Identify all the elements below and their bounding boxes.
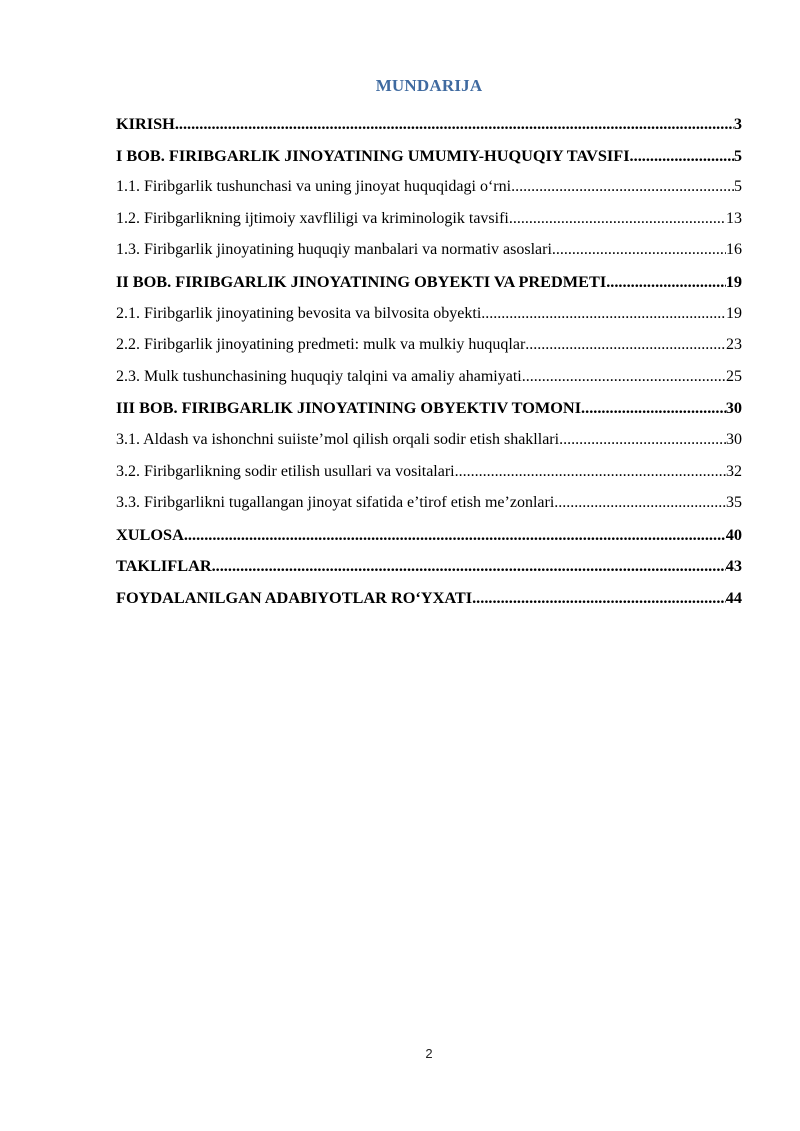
- toc-dot-leader: [455, 456, 726, 488]
- toc-entry[interactable]: [116, 392, 742, 424]
- toc-entry-title: 2.3. Mulk tushunchasining huquqiy talqini va amaliy ahamiyati: [116, 367, 522, 385]
- toc-entry-page: 16: [726, 241, 742, 259]
- toc-dot-leader: [606, 266, 726, 298]
- toc-entry-title: 3.2. Firibgarlikning sodir etilish usullari va vositalari: [116, 462, 455, 480]
- toc-entry-page: 35: [726, 494, 742, 512]
- toc-entry[interactable]: [116, 266, 742, 298]
- toc-dot-leader: [184, 519, 726, 551]
- page-number: 2: [425, 1046, 433, 1061]
- toc-entry[interactable]: [116, 487, 742, 519]
- toc-dot-leader: [175, 108, 734, 140]
- toc-entry-title: FOYDALANILGAN ADABIYOTLAR RO‘YXATI: [116, 587, 473, 607]
- toc-entry-page: 3: [733, 114, 742, 133]
- toc-entry-page: 44: [725, 587, 742, 607]
- toc-dot-leader: [630, 140, 734, 172]
- toc-dot-leader: [481, 298, 726, 330]
- toc-entry[interactable]: [116, 171, 742, 203]
- toc-entry-page: 30: [726, 430, 742, 448]
- toc-entry-page: 19: [725, 271, 742, 291]
- table-of-contents: [116, 108, 742, 614]
- toc-entry-title: 3.1. Aldash va ishonchni suiiste’mol qilish orqali sodir etish shakllari: [116, 430, 560, 448]
- toc-entry-page: 32: [726, 462, 742, 480]
- toc-entry-title: 1.3. Firibgarlik jinoyatining huquqiy manbalari va normativ asoslari: [116, 241, 552, 259]
- toc-entry-title: 2.2. Firibgarlik jinoyatining predmeti: mulk va mulkiy huquqlar: [116, 336, 526, 354]
- toc-entry-page: 5: [733, 145, 742, 165]
- toc-dot-leader: [472, 582, 726, 614]
- toc-entry[interactable]: [116, 203, 742, 235]
- toc-entry-page: 40: [725, 524, 742, 544]
- toc-entry-title: TAKLIFLAR: [116, 556, 212, 576]
- toc-dot-leader: [554, 487, 726, 519]
- toc-dot-leader: [509, 203, 726, 235]
- toc-entry[interactable]: [116, 329, 742, 361]
- toc-entry[interactable]: [116, 108, 742, 140]
- toc-entry[interactable]: [116, 424, 742, 456]
- toc-entry[interactable]: [116, 519, 742, 551]
- toc-entry-page: 43: [725, 556, 742, 576]
- toc-entry-page: 19: [726, 304, 742, 322]
- toc-dot-leader: [581, 392, 726, 424]
- toc-dot-leader: [559, 424, 726, 456]
- toc-entry[interactable]: [116, 298, 742, 330]
- toc-entry-title: I BOB. FIRIBGARLIK JINOYATINING UMUMIY-HUQUQIY TAVSIFI: [116, 145, 630, 165]
- toc-entry[interactable]: [116, 456, 742, 488]
- toc-dot-leader: [212, 550, 726, 582]
- toc-entry-page: 23: [726, 336, 742, 354]
- toc-entry-title: KIRISH: [116, 114, 175, 133]
- toc-entry-title: II BOB. FIRIBGARLIK JINOYATINING OBYEKTI VA PREDMETI: [116, 271, 607, 291]
- page-title: MUNDARIJA: [375, 76, 483, 95]
- toc-entry-title: 3.3. Firibgarlikni tugallangan jinoyat sifatida e’tirof etish me’zonlari: [116, 494, 555, 512]
- toc-entry[interactable]: [116, 234, 742, 266]
- toc-dot-leader: [522, 361, 726, 393]
- toc-entry-title: 1.2. Firibgarlikning ijtimoiy xavfliligi va kriminologik tavsifi: [116, 209, 509, 227]
- toc-entry-page: 13: [726, 209, 742, 227]
- toc-entry-title: 1.1. Firibgarlik tushunchasi va uning jinoyat huquqidagi o‘rni: [116, 178, 512, 196]
- toc-entry[interactable]: [116, 361, 742, 393]
- toc-dot-leader: [511, 171, 734, 203]
- toc-entry[interactable]: [116, 550, 742, 582]
- toc-entry-title: XULOSA: [116, 524, 184, 544]
- toc-entry-title: 2.1. Firibgarlik jinoyatining bevosita va bilvosita obyekti: [116, 304, 482, 322]
- toc-entry-page: 25: [726, 367, 742, 385]
- toc-dot-leader: [552, 234, 726, 266]
- toc-entry-page: 5: [734, 178, 742, 196]
- toc-dot-leader: [525, 329, 726, 361]
- toc-entry-title: III BOB. FIRIBGARLIK JINOYATINING OBYEKTIV TOMONI: [116, 398, 582, 418]
- toc-entry[interactable]: [116, 140, 742, 172]
- toc-entry[interactable]: [116, 582, 742, 614]
- toc-entry-page: 30: [725, 398, 742, 418]
